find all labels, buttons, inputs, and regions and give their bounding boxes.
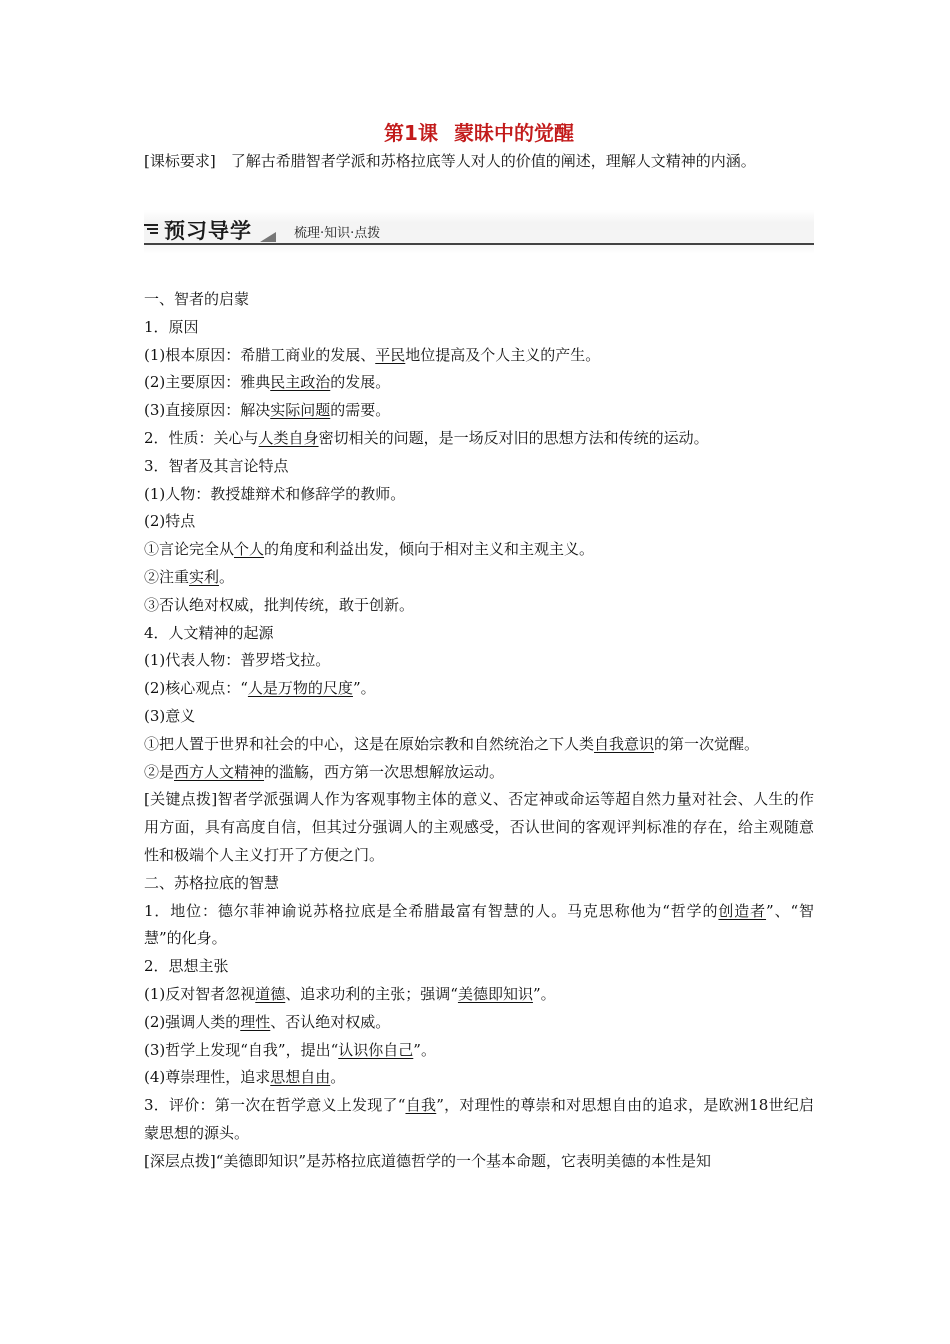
text-line [144,1064,814,1092]
underlined-answer: 人类自身 [258,428,319,447]
text-line [144,620,814,648]
text-segment: 密切相关的问题，是一场反对旧的思想方法和传统的运动。 [318,428,709,447]
text-segment: 二、苏格拉底的智慧 [144,873,280,892]
underlined-answer: 创造者 [718,901,767,920]
triangle-icon [260,232,276,242]
text-segment: 的角度和利益出发，倾向于相对主义和主观主义。 [264,540,595,559]
text-line [144,564,814,592]
lesson-number: 第1课 [384,121,438,145]
text-segment: ③否认绝对权威，批判传统，敢于创新。 [144,595,415,614]
text-line [144,508,814,536]
banner-rule [144,243,814,245]
banner-subtitle: 梳理·知识·点拨 [294,226,381,241]
text-segment: (1)根本原因：希腊工商业的发展、 [144,345,376,364]
text-segment: 、追求功利的主张；强调“ [285,984,458,1003]
text-segment: 。 [330,1068,346,1087]
text-line [144,731,814,759]
underlined-answer: 平民 [375,345,406,364]
text-segment: ”。 [352,679,376,698]
text-segment: (1)代表人物：普罗塔戈拉。 [144,651,331,670]
text-segment: ”。 [532,984,556,1003]
text-segment: [深层点拨]“美德即知识”是苏格拉底道德哲学的一个基本命题，它表明美德的本性是知 [144,1151,712,1170]
text-line [144,898,814,954]
text-line [144,592,814,620]
underlined-answer: 思想自由 [270,1068,331,1087]
text-line [144,342,814,370]
text-segment: (4)尊崇理性，追求 [144,1068,271,1087]
text-segment: 、否认绝对权威。 [270,1012,391,1031]
text-segment: 的滥觞，西方第一次思想解放运动。 [264,762,505,781]
text-line [144,675,814,703]
text-segment: 1．原因 [144,317,199,336]
underlined-answer: 理性 [240,1012,271,1031]
text-segment: ”，对理性的尊崇和对思想自由的追求，是欧洲18世纪启蒙思想的源头。 [144,1096,814,1142]
text-segment: (2)主要原因：雅典 [144,373,271,392]
banner-heading: 预习导学 [164,219,252,243]
text-segment: ”、“智慧”的化身。 [144,901,814,948]
text-segment: (1)人物：教授雄辩术和修辞学的教师。 [144,484,406,503]
text-line [144,425,814,453]
text-line [144,1037,814,1065]
text-line [144,314,814,342]
text-segment: 3．智者及其言论特点 [144,456,289,475]
text-line [144,536,814,564]
underlined-answer: 自我 [405,1096,437,1115]
text-line [144,786,814,869]
text-segment: (3)意义 [144,706,196,725]
text-segment: [关键点拨]智者学派强调人作为客观事物主体的意义、否定神或命运等超自然力量对社会、人生的作用方面，具有高度自信，但其过分强调人的主观感受，否认世间的客观评判标准的存在，给主观随意性和极端个人主义打开了方便之门。 [144,790,814,864]
underlined-answer: 实际问题 [270,401,331,420]
text-segment: 的需要。 [330,401,391,420]
text-segment: (3)哲学上发现“自我”，提出“ [144,1040,339,1059]
stripes-icon [144,224,158,238]
underlined-answer: 道德 [255,984,286,1003]
text-segment: 3．评价：第一次在哲学意义上发现了“ [144,1096,406,1115]
text-segment: 的发展。 [330,373,391,392]
text-segment: 地位提高及个人主义的产生。 [405,345,601,364]
text-segment: (2)核心观点：“ [144,679,248,698]
text-segment: 。 [219,567,235,586]
text-line [144,369,814,397]
text-line [144,397,814,425]
text-line [144,759,814,787]
lesson-title [144,118,814,148]
underlined-answer: 个人 [234,540,265,559]
section-banner [144,210,814,254]
lesson-name: 蒙昧中的觉醒 [453,121,574,145]
document-body [144,286,814,1176]
underlined-answer: 人是万物的尺度 [247,679,353,698]
underlined-answer: 自我意识 [594,734,655,753]
text-segment: 一、智者的启蒙 [144,290,250,308]
underlined-answer: 实利 [189,567,220,586]
text-segment: ②注重 [144,567,190,586]
text-line [144,1148,814,1176]
text-segment: ①言论完全从 [144,540,235,559]
text-line [144,703,814,731]
text-segment: 1．地位：德尔菲神谕说苏格拉底是全希腊最富有智慧的人。马克思称他为“哲学的 [144,901,719,920]
text-segment: (3)直接原因：解决 [144,401,271,420]
underlined-answer: 民主政治 [270,373,331,392]
text-line [144,1092,814,1148]
text-line [144,981,814,1009]
text-segment: (2)特点 [144,512,196,531]
text-line [144,453,814,481]
text-segment: (1)反对智者忽视 [144,984,256,1003]
text-segment: 的第一次觉醒。 [654,734,760,753]
text-line [144,870,814,898]
text-segment: ”。 [413,1040,436,1059]
curriculum-requirement: [课标要求] 了解古希腊智者学派和苏格拉底等人对人的价值的阐述，理解人文精神的内涵。 [144,152,756,170]
text-line [144,953,814,981]
text-line [144,481,814,509]
text-line [144,286,814,314]
text-segment: 4．人文精神的起源 [144,623,274,642]
text-segment: (2)强调人类的 [144,1012,241,1031]
text-line [144,647,814,675]
underlined-answer: 西方人文精神 [174,762,265,781]
text-segment: 2．性质：关心与 [144,428,259,447]
text-segment: 2．思想主张 [144,957,229,976]
underlined-answer: 认识你自己 [338,1040,414,1059]
text-segment: ②是 [144,762,175,781]
text-segment: ①把人置于世界和社会的中心，这是在原始宗教和自然统治之下人类 [144,734,595,753]
underlined-answer: 美德即知识 [457,984,533,1003]
text-line [144,1009,814,1037]
